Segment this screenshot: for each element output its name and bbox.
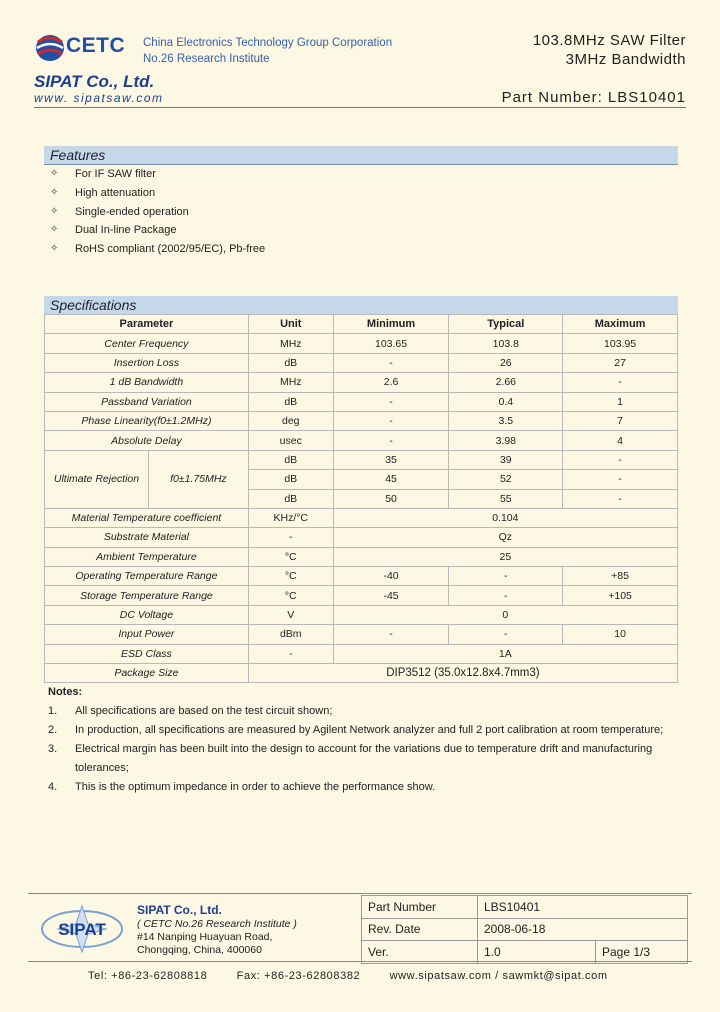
table-row: Ambient Temperature °C 25: [45, 547, 678, 566]
table-row: DC Voltage V 0: [45, 605, 678, 624]
table-row: Input Power dBm - - 10: [45, 625, 678, 644]
ultimate-rejection-label: Ultimate Rejection: [45, 451, 149, 508]
footer-company: SIPAT Co., Ltd.: [137, 903, 222, 917]
diamond-bullet-icon: ✧: [50, 186, 59, 198]
table-row: dB 45 52 -: [45, 470, 678, 489]
header-divider: [34, 107, 686, 108]
table-header-row: [45, 315, 678, 334]
table-row: Rev. Date 2008-06-18: [362, 918, 688, 941]
contact-line: [88, 970, 608, 982]
table-row: Operating Temperature Range °C -40 - +85: [45, 567, 678, 586]
column-header: Minimum: [333, 315, 449, 334]
fax: Fax: +86-23-62808382: [236, 970, 361, 982]
table-row: Ver. 1.0 Page 1/3: [362, 941, 688, 964]
feature-item: ✧ High attenuation: [50, 184, 265, 203]
rejection-freq: f0±1.75MHz: [170, 473, 227, 486]
table-row: Phase Linearity(f0±1.2MHz) deg - 3.5 7: [45, 411, 678, 430]
part-number-heading: Part Number: LBS10401: [501, 89, 686, 106]
diamond-bullet-icon: ✧: [50, 243, 59, 255]
table-row: Storage Temperature Range °C -45 - +105: [45, 586, 678, 605]
specifications-heading: Specifications: [44, 296, 678, 315]
footer-address: ( CETC No.26 Research Institute ) #14 Nanping Huayuan Road, Chongqing, China, 400060: [137, 918, 297, 956]
document-info-table: [361, 895, 688, 964]
table-row: Material Temperature coefficient KHz/°C 0.104: [45, 508, 678, 527]
features-heading: Features: [44, 146, 678, 165]
tel: Tel: +86-23-62808818: [88, 970, 208, 982]
ultimate-rejection-cell: [45, 450, 249, 508]
product-title: [533, 31, 686, 69]
org-line-1: China Electronics Technology Group Corporation: [143, 37, 393, 49]
diamond-bullet-icon: ✧: [50, 224, 59, 236]
website-link[interactable]: www. sipatsaw.com: [34, 91, 164, 105]
features-list: [50, 165, 265, 259]
column-header: Maximum: [563, 315, 678, 334]
diamond-bullet-icon: ✧: [50, 168, 59, 179]
note-item: 3. Electrical margin has been built into the design to account for the variations due to temperature drift and manufacturing tolerances;: [48, 743, 653, 774]
sipat-logo-icon: [34, 902, 130, 956]
table-row: Part Number LBS10401: [362, 896, 688, 919]
feature-item: ✧ RoHS compliant (2002/95/EC), Pb-free: [50, 240, 265, 259]
table-row: Center Frequency MHz 103.65 103.8 103.95: [45, 334, 678, 353]
column-header: Unit: [248, 315, 333, 334]
feature-item: ✧ For IF SAW filter: [50, 165, 265, 184]
table-row: Ultimate Rejection f0±1.75MHz dB 35 39 -: [45, 450, 678, 469]
note-item: 1. All specifications are based on the test circuit shown;: [48, 705, 333, 717]
column-header: Typical: [449, 315, 563, 334]
table-row: Package Size DIP3512 (35.0x12.8x4.7mm3): [45, 664, 678, 683]
note-item: 2. In production, all specifications are measured by Agilent Network analyzer and full 2 port calibration at room temperature;: [48, 724, 664, 736]
table-row: Absolute Delay usec - 3.98 4: [45, 431, 678, 450]
table-row: 1 dB Bandwidth MHz 2.6 2.66 -: [45, 373, 678, 392]
product-title-line1: 103.8MHz SAW Filter: [532, 32, 686, 49]
feature-item: ✧ Single-ended operation: [50, 203, 265, 222]
notes-section: [48, 686, 678, 797]
table-row: Substrate Material - Qz: [45, 528, 678, 547]
page-indicator: Page 1/3: [596, 941, 688, 964]
column-header: Parameter: [45, 315, 249, 334]
table-row: ESD Class - 1A: [45, 644, 678, 663]
web-email-link[interactable]: www.sipatsaw.com / sawmkt@sipat.com: [389, 970, 608, 982]
diamond-bullet-icon: ✧: [50, 205, 59, 217]
cetc-logo-text: CETC: [66, 34, 126, 57]
table-row: dB 50 55 -: [45, 489, 678, 508]
organization-name: [143, 35, 392, 67]
org-line-2: No.26 Research Institute: [143, 53, 270, 65]
table-row: Passband Variation dB - 0.4 1: [45, 392, 678, 411]
company-name: SIPAT Co., Ltd.: [34, 72, 155, 91]
feature-item: ✧ Dual In-line Package: [50, 221, 265, 240]
sipat-logo-text: SIPAT: [58, 920, 106, 939]
table-row: Insertion Loss dB - 26 27: [45, 353, 678, 372]
product-title-line2: 3MHz Bandwidth: [565, 51, 686, 68]
notes-title: Notes:: [48, 686, 83, 698]
note-item: 4. This is the optimum impedance in order to achieve the performance show.: [48, 781, 436, 793]
specifications-table: [44, 314, 678, 683]
